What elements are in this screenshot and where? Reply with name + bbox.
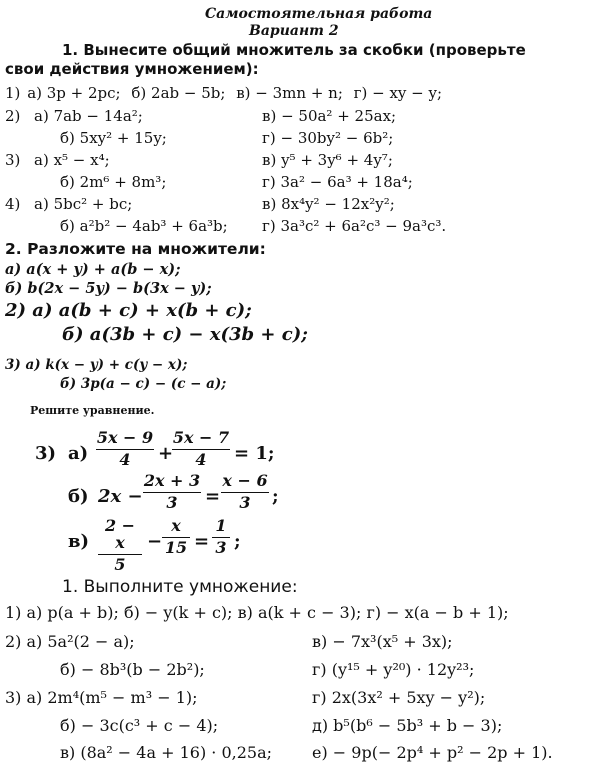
equation-c-equals: = xyxy=(194,531,210,552)
task1-row-right: г) 3a² − 6a³ + 18a⁴; xyxy=(262,173,413,191)
equations-part-label: 3) xyxy=(35,443,57,464)
equation-b-label: б) xyxy=(68,486,89,507)
task1-row-left: а) 5bc² + bc; xyxy=(34,195,133,213)
worksheet-title: Самостоятельная работа xyxy=(205,6,433,22)
task2-item-b: б) b(2x − 5y) − b(3x − y); xyxy=(5,280,212,297)
task1-row1: 1) а) 3p + 2pc; б) 2ab − 5b; в) − 3mn + n; г) − xy − y; xyxy=(5,84,443,102)
task1-row-left: а) 7ab − 14a²; xyxy=(34,107,143,125)
task3-row-right: г) 2x(3x² + 5xy − y²); xyxy=(312,688,486,707)
equation-a-rhs: = 1; xyxy=(234,443,275,464)
task1-row-right: в) 8x⁴y² − 12x²y²; xyxy=(262,195,395,213)
task3-row-left: б) − 3c(c³ + c − 4); xyxy=(60,716,219,735)
task1-row-right: в) y⁵ + 3y⁶ + 4y⁷; xyxy=(262,151,393,169)
task1-row-right: г) 3a³c² + 6a²c³ − 9a³c³. xyxy=(262,217,447,235)
equation-a-fraction2: 5x − 7 4 xyxy=(172,428,230,469)
equation-b-fraction2: x − 6 3 xyxy=(222,471,268,512)
task1-row-num: 4) xyxy=(5,195,21,213)
task2-part3-a: 3) а) k(x − y) + c(y − x); xyxy=(5,357,188,373)
equation-b-equals: = xyxy=(205,486,221,507)
task2-part2-b: б) a(3b + c) − x(3b + c); xyxy=(62,324,308,345)
task3-heading: 1. Выполните умножение: xyxy=(62,577,298,597)
equation-b-end: ; xyxy=(272,486,279,507)
task1-row-left: б) 5xy² + 15y; xyxy=(60,129,167,147)
task3-row-right: г) (y¹⁵ + y²⁰) · 12y²³; xyxy=(312,660,475,679)
equation-c-end: ; xyxy=(234,531,241,552)
equation-c-fraction3: 1 3 xyxy=(212,518,230,557)
equation-a-operator: + xyxy=(158,443,174,464)
equation-c-label: в) xyxy=(68,531,90,552)
equation-b-lead: 2x − xyxy=(98,486,143,507)
equation-b-fraction1: 2x + 3 3 xyxy=(143,471,201,512)
equation-c-operator: − xyxy=(147,531,163,552)
task2-part3-b: б) 3p(a − c) − (c − a); xyxy=(60,376,227,392)
task2-heading: 2. Разложите на множители: xyxy=(5,240,266,258)
task1-row-right: г) − 30by² − 6b²; xyxy=(262,129,394,147)
equation-a-fraction1: 5x − 9 4 xyxy=(96,428,154,469)
task3-row-left: в) (8a² − 4a + 16) · 0,25a; xyxy=(60,743,272,762)
task1-row-left: а) x⁵ − x⁴; xyxy=(34,151,110,169)
task1-row-num: 3) xyxy=(5,151,21,169)
equations-heading: Решите уравнение. xyxy=(30,404,155,417)
task3-row-left: б) − 8b³(b − 2b²); xyxy=(60,660,205,679)
equation-a-label: а) xyxy=(68,443,89,464)
task3-row-left: 2) а) 5a²(2 − a); xyxy=(5,632,135,651)
task1-heading-line2: свои действия умножением): xyxy=(5,60,259,78)
task1-heading-line1: 1. Вынесите общий множитель за скобки (проверьте xyxy=(62,41,526,59)
task1-row-left: б) a²b² − 4ab³ + 6a³b; xyxy=(60,217,228,235)
variant-label: Вариант 2 xyxy=(249,23,339,39)
equation-c-fraction2: x 15 xyxy=(162,518,190,557)
task2-item-a: а) a(x + y) + a(b − x); xyxy=(5,261,181,278)
task3-row1: 1) а) p(a + b); б) − y(k + c); в) a(k + c − 3); г) − x(a − b + 1); xyxy=(5,603,509,622)
task3-row-right: е) − 9p(− 2p⁴ + p² − 2p + 1). xyxy=(312,743,553,762)
task1-row-num: 2) xyxy=(5,107,21,125)
task3-row-right: в) − 7x³(x⁵ + 3x); xyxy=(312,632,453,651)
task1-row-right: в) − 50a² + 25ax; xyxy=(262,107,397,125)
task2-part2-a: 2) а) a(b + c) + x(b + c); xyxy=(5,300,252,321)
task3-row-right: д) b⁵(b⁶ − 5b³ + b − 3); xyxy=(312,716,503,735)
task3-row-left: 3) а) 2m⁴(m⁵ − m³ − 1); xyxy=(5,688,198,707)
task1-row-left: б) 2m⁶ + 8m³; xyxy=(60,173,167,191)
equation-c-fraction1: 2 − x 5 xyxy=(98,518,142,573)
